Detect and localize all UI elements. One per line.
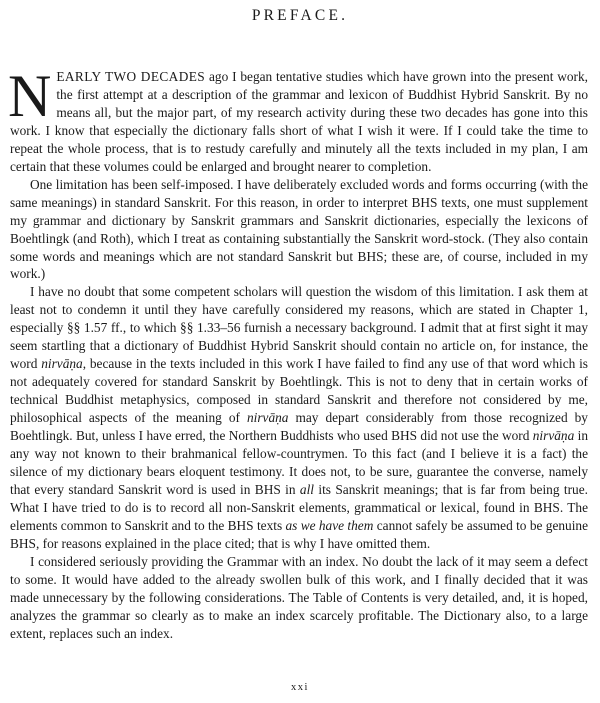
paragraph-3-text-f: cannot safely be assumed to be genuine BHS, for reasons explained in the place cited; that is why I have omitted them. (10, 517, 589, 551)
paragraph-4: I considered seriously providing the Grammar with an index. No doubt the lack of it may seem a defect to some. It would have added to the already swollen bulk of this work, and I finally decided that it was made unnecessary by the following considerations. The Table of Contents is very detailed, and, it is hoped, analyzes the grammar so clearly as to make an index scarcely profitable. The Dictionary also, to a large extent, replaces such an index. (10, 553, 588, 641)
page-number: xxi (291, 682, 309, 693)
paragraph-3-text-d: in any way not known to their brahmanical fellow-countrymen. To this fact (and I believe it is a fact) the silence of my dictionary bears eloquent testimony. It does not, to be sure, guarantee the converse, namely that every standard Sanskrit word is used in BHS in (10, 428, 588, 497)
italic-term: nirvāṇa (246, 410, 289, 426)
lead-in-caps: EARLY TWO DECADES (56, 69, 206, 84)
italic-term: nirvāṇa (532, 428, 575, 444)
paragraph-3-text-c: may depart considerably from those recognized by Boehtlingk. But, unless I have erred, the Northern Buddhists who used BHS did not use the word (10, 410, 588, 444)
drop-cap: N (8, 63, 52, 129)
paragraph-3-text-b: , because in the texts included in this work I have failed to find any use of that word which is not adequately covered for standard Sanskrit by Boehtlingk. This is not to deny that in certain works of technical Buddhist metaphysics, composed in standard Sanskrit and therefore not considered by me, philosophical aspects of the meaning of (10, 356, 588, 426)
italic-term: as we have them (285, 517, 374, 533)
paragraph-2: One limitation has been self-imposed. I have deliberately excluded words and forms occurring (with the same meanings) in standard Sanskrit. For this reason, in order to interpret BHS texts, one must supplement my grammar and dictionary by Sanskrit grammars and Sanskrit dictionaries, especially the lexicons of Boehtlingk (and Roth), which I treat as containing substantially the Sanskrit word-stock. (They also contain some words and meanings which are not standard Sanskrit but BHS; these are, of course, included in my work.) (10, 176, 588, 282)
paragraph-3 (10, 283, 588, 552)
paragraph-3-text-e: its Sanskrit meanings; that is far from being true. What I have tried to do is to record all non-Sanskrit elements, grammatical or lexical, found in BHS. The elements common to Sanskrit and to the BHS texts (10, 481, 588, 533)
italic-term: nirvāṇa (41, 356, 83, 372)
page-title: PREFACE. (251, 7, 349, 24)
paragraph-1-text: ago I began tentative studies which have grown into the present work, the first attempt at a description of the grammar and lexicon of Buddhist Hybrid Sanskrit. By no means all, but the major part, of my research activity during these two decades has gone into this work. I know that especially the dictionary falls short of what I wish it were. If I could take the time to repeat the whole process, that is to restudy carefully and minutely all the texts included in my plan, I am certain that these volumes could be enlarged and brought nearer to completion. (10, 69, 588, 174)
paragraph-1 (8, 63, 588, 176)
preface-body (8, 63, 589, 643)
paragraph-3-text-a: I have no doubt that some competent scholars will question the wisdom of this limitation. I ask them at least not to condemn it until they have carefully considered my reasons, which are stated in Chapter 1, especially §§ 1.57 ff., to which §§ 1.33–56 furnish a necessary background. I admit that at first sight it may seem startling that a dictionary of Buddhist Hybrid Sanskrit should contain no article on, for instance, the word (10, 284, 588, 372)
italic-term: all (299, 481, 314, 497)
